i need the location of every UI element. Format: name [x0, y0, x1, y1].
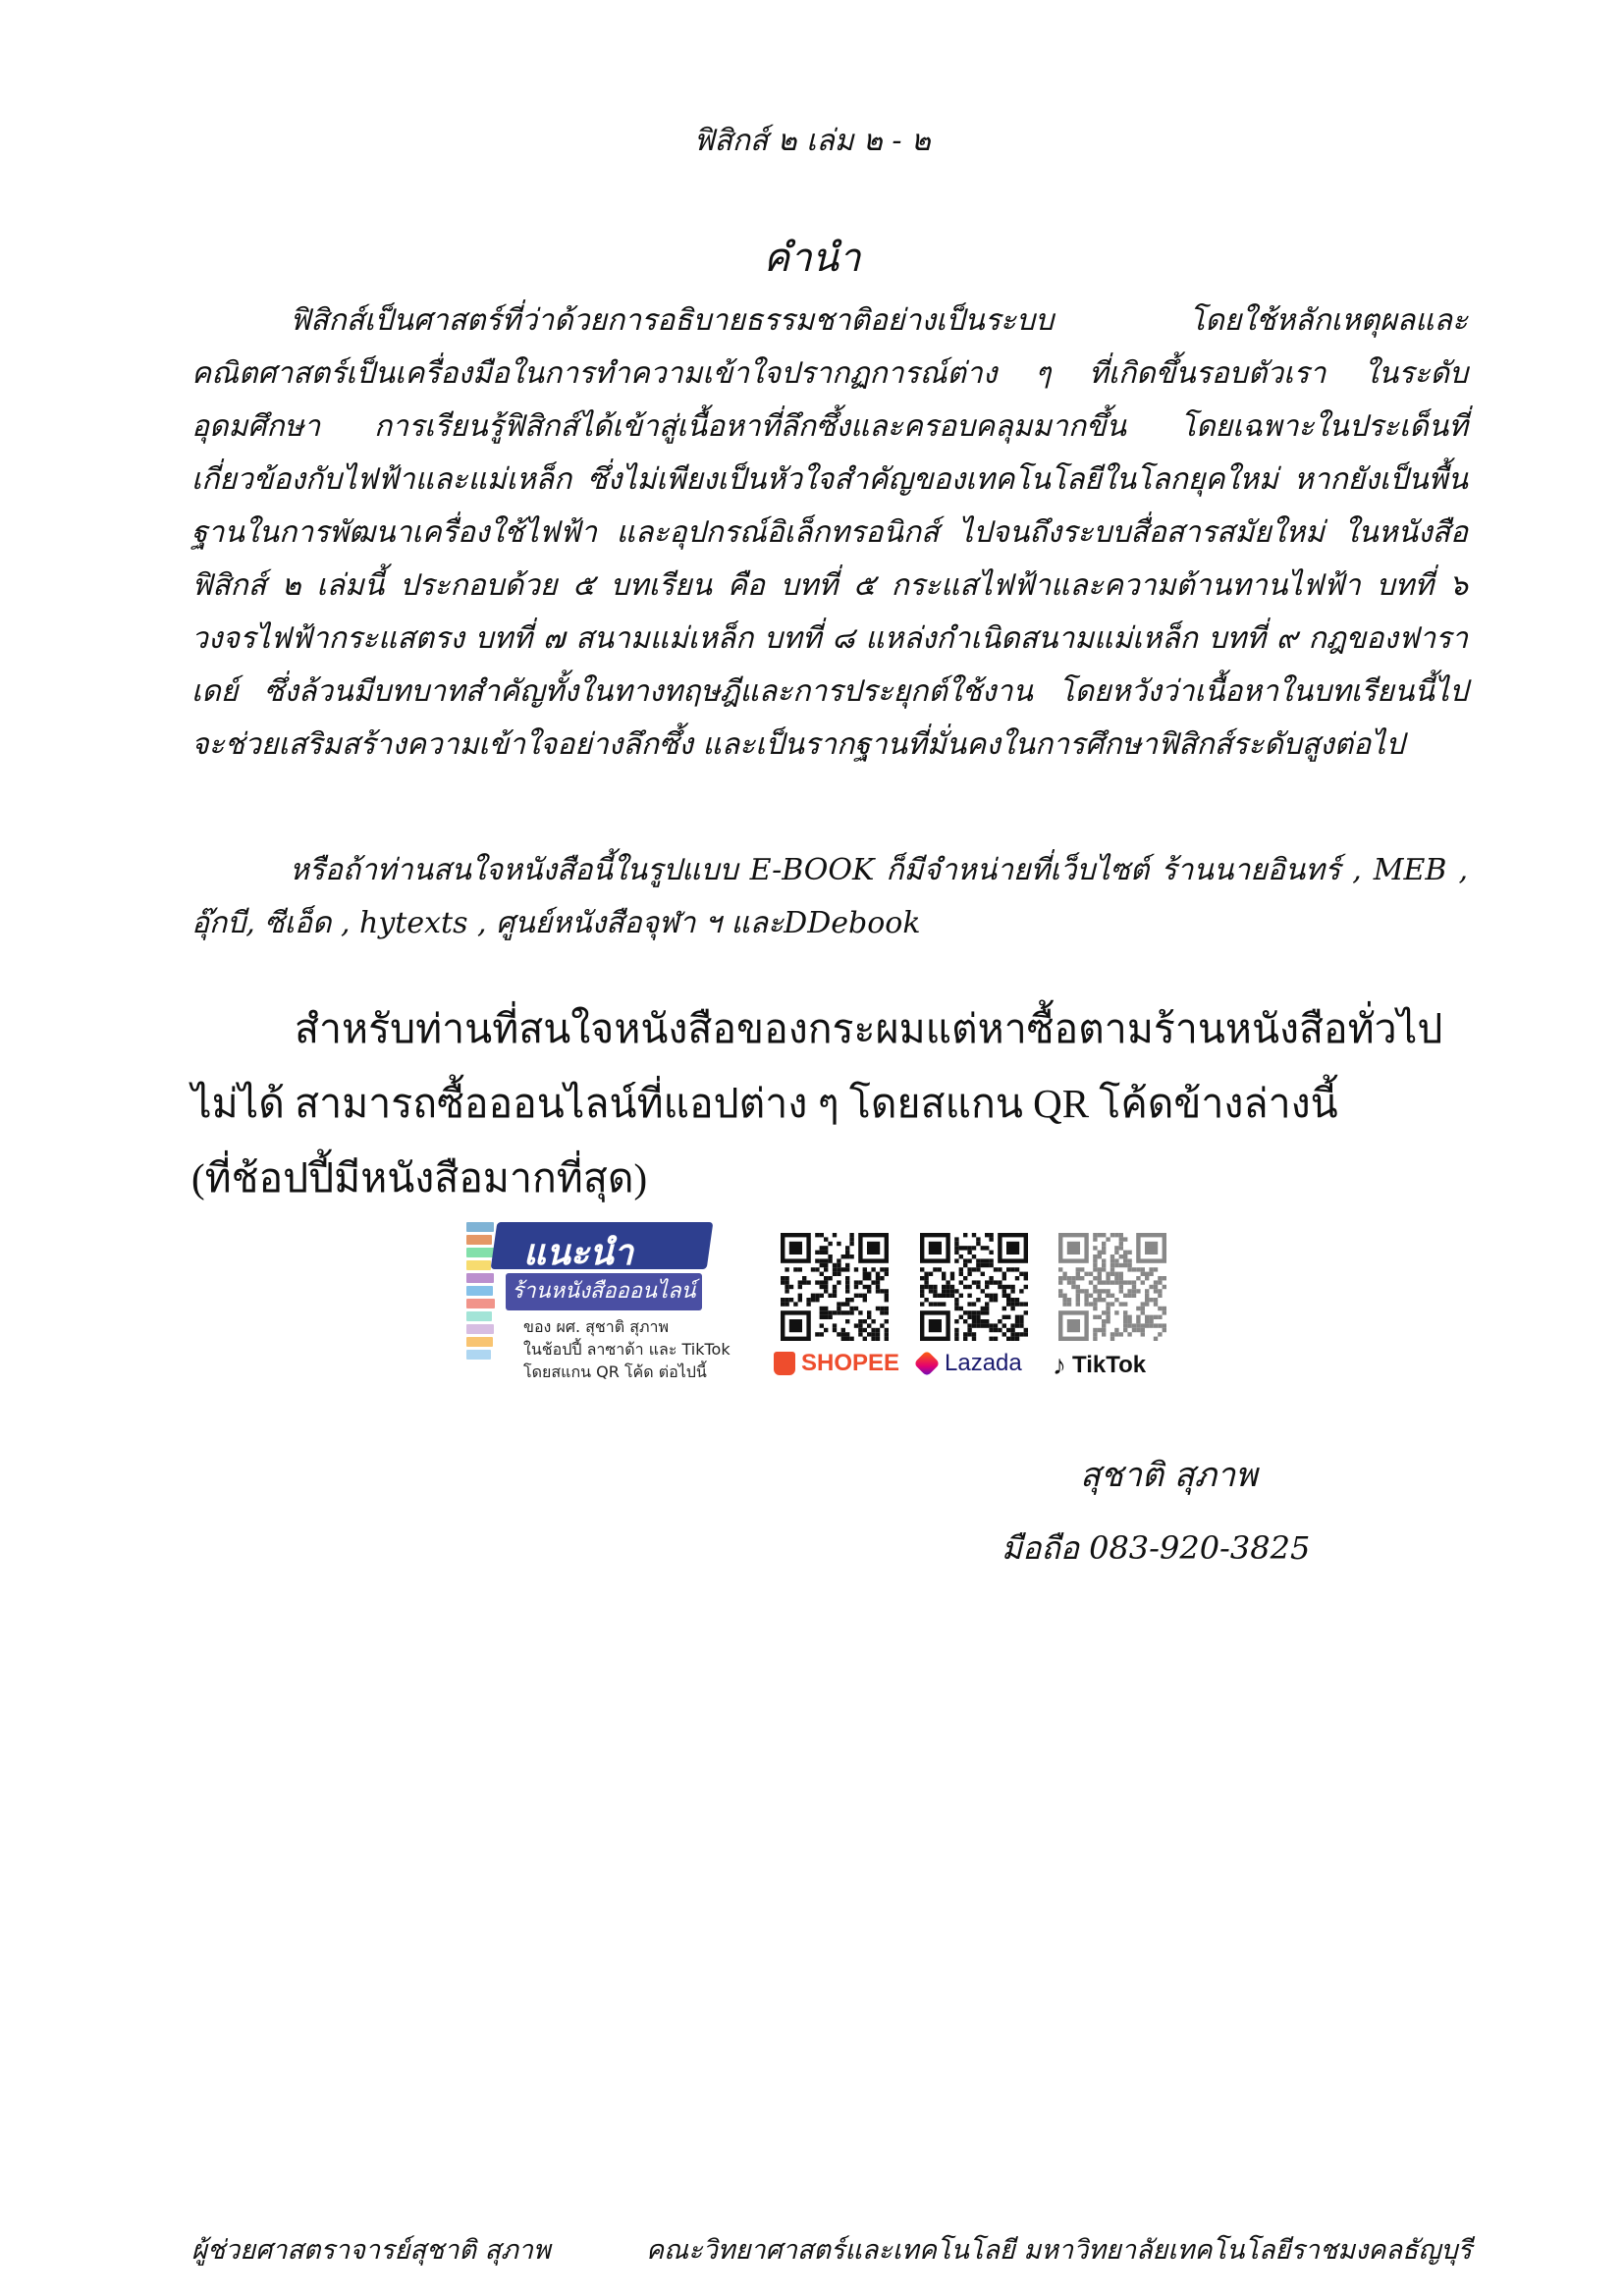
lazada-label-text: Lazada: [945, 1350, 1022, 1376]
banner-subtitle: ร้านหนังสือออนไลน์: [506, 1273, 702, 1310]
tiktok-label[interactable]: [1053, 1350, 1146, 1381]
promo-line-3: (ที่ช้อปปี้มีหนังสือมากที่สุด): [191, 1155, 648, 1201]
tiktok-label-text: TikTok: [1072, 1352, 1147, 1378]
banner-line-1: ของ ผศ. สุชาติ สุภาพ: [523, 1317, 670, 1336]
shopee-qr-code[interactable]: [781, 1233, 889, 1341]
page-title: คำนำ: [763, 236, 861, 281]
author-signature: สุชาติ สุภาพ: [1080, 1456, 1258, 1495]
promo-line-2: ไม่ได้ สามารถซื้อออนไลน์ที่แอปต่าง ๆ โดยสแกน QR โค้ดข้างล่างนี้: [191, 1081, 1338, 1126]
banner-title: แนะนำ: [523, 1233, 633, 1273]
running-header: ฟิสิกส์ ๒ เล่ม ๒ - ๒: [693, 124, 931, 158]
tiktok-qr-code[interactable]: [1058, 1233, 1166, 1341]
banner-details: [523, 1315, 731, 1383]
intro-section: [191, 294, 1468, 772]
intro-paragraph: ฟิสิกส์เป็นศาสตร์ที่ว่าด้วยการอธิบายธรรมชาติอย่างเป็นระบบ โดยใช้หลักเหตุผลและคณิตศาสตร์เป็นเครื่องมือในการทำความเข้าใจปรากฏการณ์ต่าง ๆ ที่เกิดขึ้นรอบตัวเรา ในระดับอุดมศึกษา การเรียนรู้ฟิสิกส์ได้เข้าสู่เนื้อหาที่ลึกซึ้งและครอบคลุมมากขึ้น โดยเฉพาะในประเด็นที่เกี่ยวข้องกับไฟฟ้าและแม่เหล็ก ซึ่งไม่เพียงเป็นหัวใจสำคัญของเทคโนโลยีในโลกยุคใหม่ หากยังเป็นพื้นฐานในการพัฒนาเครื่องใช้ไฟฟ้า และอุปกรณ์อิเล็กทรอนิกส์ ไปจนถึงระบบสื่อสารสมัยใหม่ ในหนังสือฟิสิกส์ ๒ เล่มนี้ ประกอบด้วย ๕ บทเรียน คือ บทที่ ๕ กระแสไฟฟ้าและความต้านทานไฟฟ้า บทที่ ๖ วงจรไฟฟ้ากระแสตรง บทที่ ๗ สนามแม่เหล็ก บทที่ ๘ แหล่งกำเนิดสนามแม่เหล็ก บทที่ ๙ กฎของฟาราเดย์ ซึ่งล้วนมีบทบาทสำคัญทั้งในทางทฤษฎีและการประยุกต์ใช้งาน โดยหวังว่าเนื้อหาในบทเรียนนี้ไป จะช่วยเสริมสร้างความเข้าใจอย่างลึกซึ้ง และเป็นรากฐานที่มั่นคงในการศึกษาฟิสิกส์ระดับสูงต่อไป: [191, 303, 1468, 762]
book-stack-icon: [466, 1222, 496, 1369]
footer-author: ผู้ช่วยศาสตราจารย์สุชาติ สุภาพ: [191, 2235, 551, 2266]
ebook-section: [191, 844, 1468, 950]
online-store-banner: [466, 1222, 731, 1409]
shopee-label-text: SHOPEE: [801, 1350, 900, 1376]
lazada-qr-code[interactable]: [920, 1233, 1028, 1341]
promo-section: [191, 991, 1488, 1215]
lazada-label[interactable]: [915, 1350, 1022, 1377]
footer-affiliation: คณะวิทยาศาสตร์และเทคโนโลยี มหาวิทยาลัยเทคโนโลยีราชมงคลธัญบุรี: [646, 2235, 1472, 2266]
author-phone: มือถือ 083-920-3825: [1001, 1529, 1311, 1567]
lazada-heart-icon: [913, 1350, 940, 1376]
promo-line-1: สำหรับท่านที่สนใจหนังสือของกระผมแต่หาซื้อตามร้านหนังสือทั่วไป: [295, 1006, 1443, 1051]
tiktok-note-icon: ♪: [1053, 1350, 1066, 1380]
shopee-label[interactable]: [774, 1350, 899, 1377]
ebook-paragraph: หรือถ้าท่านสนใจหนังสือนี้ในรูปแบบ E-BOOK ก็มีจำหน่ายที่เว็บไซต์ ร้านนายอินทร์ , MEB , อุ๊กบี, ซีเอ็ด , hytexts , ศูนย์หนังสือจุฬา ฯ และDDebook: [191, 853, 1468, 940]
banner-line-2: ในช้อปปี้ ลาซาด้า และ TikTok: [523, 1340, 731, 1359]
banner-line-3: โดยสแกน QR โค้ด ต่อไปนี้: [523, 1362, 707, 1381]
shopee-bag-icon: [774, 1352, 795, 1375]
